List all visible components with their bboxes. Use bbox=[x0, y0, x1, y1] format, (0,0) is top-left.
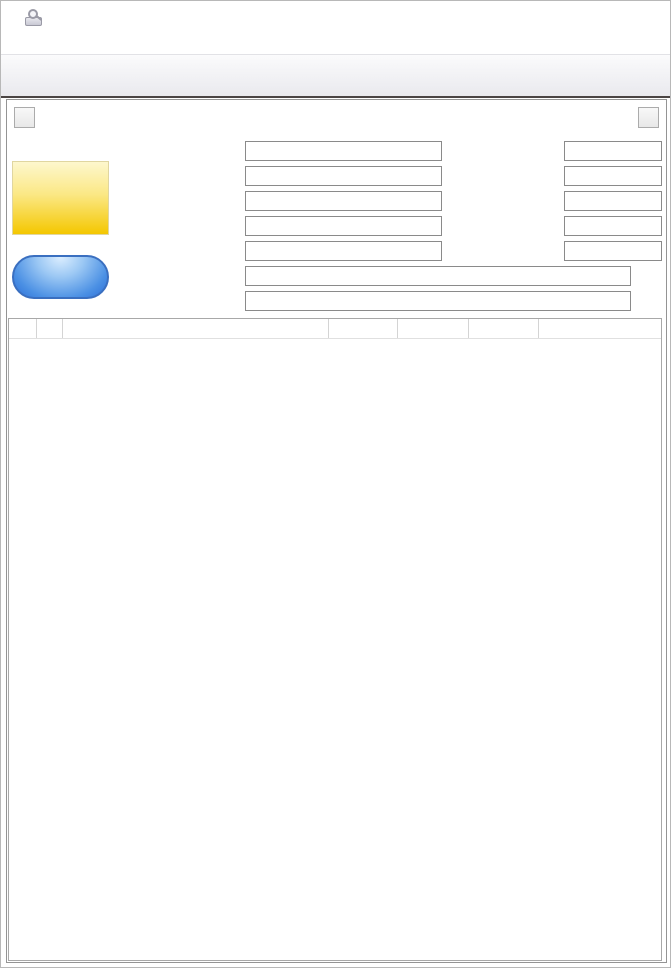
field-value-standard bbox=[245, 266, 631, 286]
close-button[interactable] bbox=[624, 1, 670, 33]
header-grenzwert[interactable] bbox=[469, 319, 539, 338]
field-value-eigenschaften bbox=[245, 291, 631, 311]
title-bar bbox=[1, 1, 670, 33]
field-value-eingeschaltet bbox=[564, 216, 662, 236]
header-akt-wert[interactable] bbox=[329, 319, 398, 338]
previous-drive-button[interactable] bbox=[14, 107, 35, 128]
field-value-firmware bbox=[245, 141, 442, 161]
smart-attribute-table bbox=[8, 318, 662, 961]
field-value-drehzahl bbox=[564, 191, 662, 211]
maximize-button[interactable] bbox=[578, 1, 624, 33]
field-value-schnittstelle bbox=[245, 191, 442, 211]
header-parametername[interactable] bbox=[63, 319, 329, 338]
minimize-button[interactable] bbox=[532, 1, 578, 33]
drive-tab-strip bbox=[1, 54, 670, 98]
header-schlechtester[interactable] bbox=[398, 319, 469, 338]
field-value-blank-2 bbox=[564, 166, 662, 186]
field-value-laufwerkbuchstaben bbox=[245, 241, 442, 261]
menu-bar bbox=[1, 33, 670, 54]
header-id[interactable] bbox=[37, 319, 63, 338]
header-status[interactable] bbox=[9, 319, 37, 338]
field-value-uebertragungsmodus bbox=[245, 216, 442, 236]
field-value-blank-1 bbox=[564, 141, 662, 161]
health-status-button[interactable] bbox=[12, 161, 109, 235]
drive-detail-panel bbox=[6, 99, 667, 963]
smart-table-header bbox=[9, 319, 661, 339]
field-value-seriennummer bbox=[245, 166, 442, 186]
app-icon bbox=[25, 9, 44, 26]
next-drive-button[interactable] bbox=[638, 107, 659, 128]
temperature-badge bbox=[12, 255, 109, 299]
field-value-betriebsstunden bbox=[564, 241, 662, 261]
header-rohwert[interactable] bbox=[539, 319, 662, 338]
window-controls bbox=[532, 1, 670, 33]
